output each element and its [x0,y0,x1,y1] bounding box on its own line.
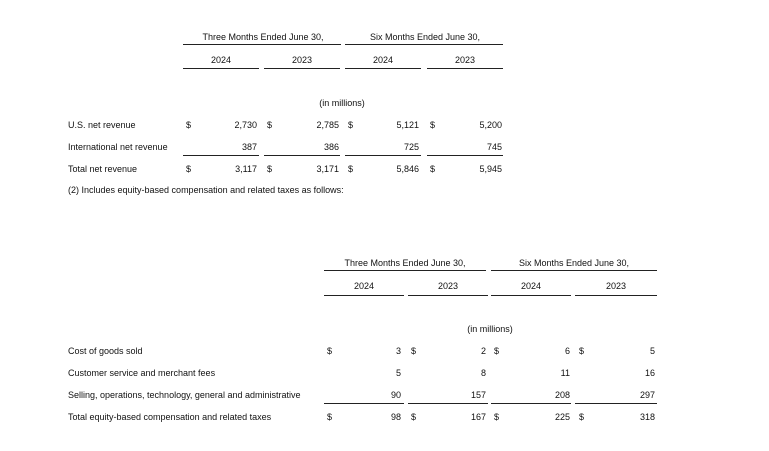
t2-subtotal-rule [491,403,571,404]
t1-cell: 387 [241,142,257,152]
t2-cell: 157 [470,390,486,400]
t2-cell: 225 [554,412,570,422]
t1-cell: 5,200 [479,120,502,130]
t2-year-rule [575,295,657,296]
t1-year-rule [427,68,503,69]
t2-cell: 297 [639,390,655,400]
t2-group-rule [491,270,657,271]
t1-year-header: 2024 [372,55,394,65]
t2-subtotal-rule [408,403,488,404]
t2-cell: 167 [470,412,486,422]
currency-symbol: $ [430,164,436,174]
t1-subtotal-rule [427,155,503,156]
t2-group-rule [324,270,486,271]
t2-row-label: Customer service and merchant fees [68,368,216,378]
t2-cell: 5 [395,368,401,378]
t2-year-header: 2023 [605,281,627,291]
t2-subtotal-rule [324,403,404,404]
currency-symbol: $ [579,346,585,356]
t1-subtotal-rule [264,155,340,156]
t2-row-label: Total equity-based compensation and related taxes [68,412,272,422]
t2-year-rule [408,295,488,296]
t2-cell: 2 [480,346,486,356]
currency-symbol: $ [494,346,500,356]
t1-cell: 2,730 [234,120,257,130]
t1-cell: 3,117 [235,164,257,174]
t1-subtotal-rule [345,155,421,156]
t1-row-label: Total net revenue [68,164,138,174]
t1-group-rule [345,44,503,45]
currency-symbol: $ [267,120,273,130]
currency-symbol: $ [411,346,417,356]
t1-cell: 3,171 [316,164,339,174]
t1-row-label: U.S. net revenue [68,120,136,130]
t1-year-header: 2023 [454,55,476,65]
currency-symbol: $ [348,120,354,130]
t2-row-label: Selling, operations, technology, general and administrative [68,390,301,400]
t1-cell: 5,945 [479,164,502,174]
currency-symbol: $ [494,412,500,422]
footnote-text: (2) Includes equity-based compensation and related taxes as follows: [68,185,344,195]
t2-subtotal-rule [575,403,657,404]
t1-group-rule [183,44,341,45]
t1-year-rule [264,68,340,69]
t1-year-rule [345,68,421,69]
t2-cell: 8 [480,368,486,378]
t1-cell: 725 [403,142,419,152]
currency-symbol: $ [579,412,585,422]
t1-cell: 745 [486,142,502,152]
currency-symbol: $ [186,164,192,174]
t1-unit-note: (in millions) [319,98,365,108]
t1-subtotal-rule [183,155,259,156]
t1-cell: 5,846 [396,164,419,174]
t2-cell: 11 [560,368,570,378]
t2-cell: 3 [395,346,401,356]
t2-year-header: 2023 [437,281,459,291]
t2-cell: 16 [644,368,655,378]
t1-row-label: International net revenue [68,142,168,152]
currency-symbol: $ [186,120,192,130]
t2-row-label: Cost of goods sold [68,346,143,356]
t1-cell: 2,785 [316,120,339,130]
t2-unit-note: (in millions) [467,324,513,334]
t2-cell: 6 [564,346,570,356]
t1-year-rule [183,68,259,69]
t1-cell: 5,121 [396,120,419,130]
t2-year-header: 2024 [353,281,375,291]
t2-cell: 318 [639,412,655,422]
t2-cell: 5 [649,346,655,356]
t2-cell: 90 [390,390,401,400]
currency-symbol: $ [327,346,333,356]
currency-symbol: $ [348,164,354,174]
t2-header-six-months: Six Months Ended June 30, [518,258,630,268]
currency-symbol: $ [267,164,273,174]
t2-year-rule [491,295,571,296]
t1-header-three-months: Three Months Ended June 30, [202,32,324,42]
currency-symbol: $ [327,412,333,422]
t2-header-three-months: Three Months Ended June 30, [344,258,466,268]
t1-year-header: 2024 [210,55,232,65]
t2-year-rule [324,295,404,296]
currency-symbol: $ [411,412,417,422]
t1-cell: 386 [323,142,339,152]
currency-symbol: $ [430,120,436,130]
t2-cell: 98 [390,412,401,422]
t2-year-header: 2024 [520,281,542,291]
t1-header-six-months: Six Months Ended June 30, [369,32,481,42]
t2-cell: 208 [554,390,570,400]
t1-year-header: 2023 [291,55,313,65]
